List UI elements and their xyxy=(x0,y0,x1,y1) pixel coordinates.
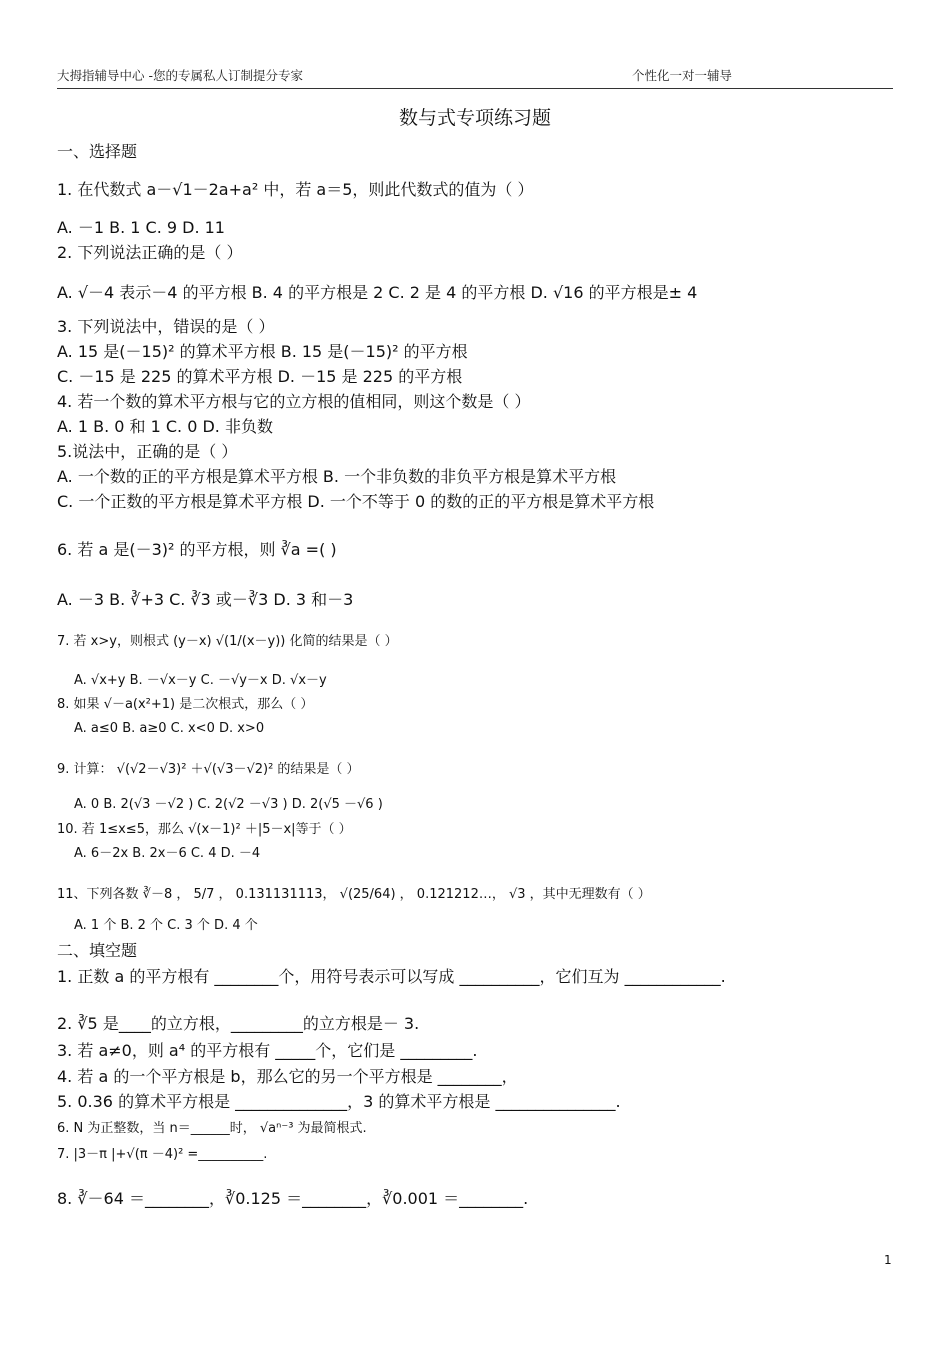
question-line: 3. 若 a≠0，则 a⁴ 的平方根有 _____个，它们是 _________. xyxy=(57,1041,478,1060)
question-line: A. 一个数的正的平方根是算术平方根 B. 一个非负数的非负平方根是算术平方根 xyxy=(57,467,617,486)
question-line: 8. ∛－64 ＝________，∛0.125 ＝________，∛0.001 ＝________. xyxy=(57,1189,529,1208)
question-line: 1. 正数 a 的平方根有 ________个，用符号表示可以写成 __________，它们互为 ____________. xyxy=(57,967,726,986)
question-line: 2. 下列说法正确的是（ ） xyxy=(57,243,243,262)
question-line: A. 15 是(－15)² 的算术平方根 B. 15 是(－15)² 的平方根 xyxy=(57,342,468,361)
question-line: C. 一个正数的平方根是算术平方根 D. 一个不等于 0 的数的正的平方根是算术平方根 xyxy=(57,492,655,511)
page-number: 1 xyxy=(884,1253,892,1267)
question-line: A. －1 B. 1 C. 9 D. 11 xyxy=(57,218,225,237)
question-line: 11、下列各数 ∛－8 ， 5/7 ， 0.131131113， √(25/64) ， 0.121212…， √3 ，其中无理数有（ ） xyxy=(57,887,651,902)
question-line: 5. 0.36 的算术平方根是 ______________，3 的算术平方根是 _______________. xyxy=(57,1092,621,1111)
question-line: 5.说法中，正确的是（ ） xyxy=(57,442,238,461)
question-line: C. －15 是 225 的算术平方根 D. －15 是 225 的平方根 xyxy=(57,367,463,386)
question-line: 3. 下列说法中，错误的是（ ） xyxy=(57,317,275,336)
header-right: 个性化一对一辅导 xyxy=(632,68,733,83)
question-line: 6. 若 a 是(－3)² 的平方根，则 ∛a =( ) xyxy=(57,540,337,559)
question-line: A. 6－2x B. 2x－6 C. 4 D. －4 xyxy=(74,846,261,861)
question-line: 1. 在代数式 a－√1－2a+a² 中，若 a＝5，则此代数式的值为（ ） xyxy=(57,180,534,199)
question-line: 7. 若 x>y，则根式 (y－x) √(1/(x－y)) 化简的结果是（ ） xyxy=(57,634,398,649)
question-line: A. －3 B. ∛+3 C. ∛3 或－∛3 D. 3 和－3 xyxy=(57,590,354,609)
question-line: 7. |3－π |+√(π －4)² =__________. xyxy=(57,1147,268,1162)
question-line: 9. 计算： √(√2－√3)² ＋√(√3－√2)² 的结果是（ ） xyxy=(57,762,360,777)
question-line: A. √－4 表示－4 的平方根 B. 4 的平方根是 2 C. 2 是 4 的平方根 D. √16 的平方根是± 4 xyxy=(57,283,698,302)
question-line: A. 1 B. 0 和 1 C. 0 D. 非负数 xyxy=(57,417,273,436)
question-line: 6. N 为正整数，当 n＝______时， √aⁿ⁻³ 为最简根式. xyxy=(57,1121,367,1136)
question-line: 4. 若一个数的算术平方根与它的立方根的值相同，则这个数是（ ） xyxy=(57,392,531,411)
section-heading-choice: 一、选择题 xyxy=(57,142,138,161)
header-divider xyxy=(57,88,893,89)
question-line: A. a≤0 B. a≥0 C. x<0 D. x>0 xyxy=(74,721,265,736)
section-heading-fill: 二、填空题 xyxy=(57,941,138,960)
header-left: 大拇指辅导中心 -您的专属私人订制提分专家 xyxy=(57,68,303,83)
question-line: A. √x+y B. －√x－y C. －√y－x D. √x－y xyxy=(74,673,327,688)
question-line: A. 1 个 B. 2 个 C. 3 个 D. 4 个 xyxy=(74,918,258,933)
question-line: 2. ∛5 是____的立方根，_________的立方根是－ 3. xyxy=(57,1014,420,1033)
question-line: 4. 若 a 的一个平方根是 b，那么它的另一个平方根是 ________， xyxy=(57,1067,518,1086)
page-title: 数与式专项练习题 xyxy=(398,107,551,129)
question-line: A. 0 B. 2(√3 －√2 ) C. 2(√2 －√3 ) D. 2(√5 －√6 ) xyxy=(74,797,383,812)
question-line: 10. 若 1≤x≤5，那么 √(x－1)² ＋|5－x|等于（ ） xyxy=(57,822,352,837)
question-line: 8. 如果 √－a(x²+1) 是二次根式，那么（ ） xyxy=(57,697,314,712)
